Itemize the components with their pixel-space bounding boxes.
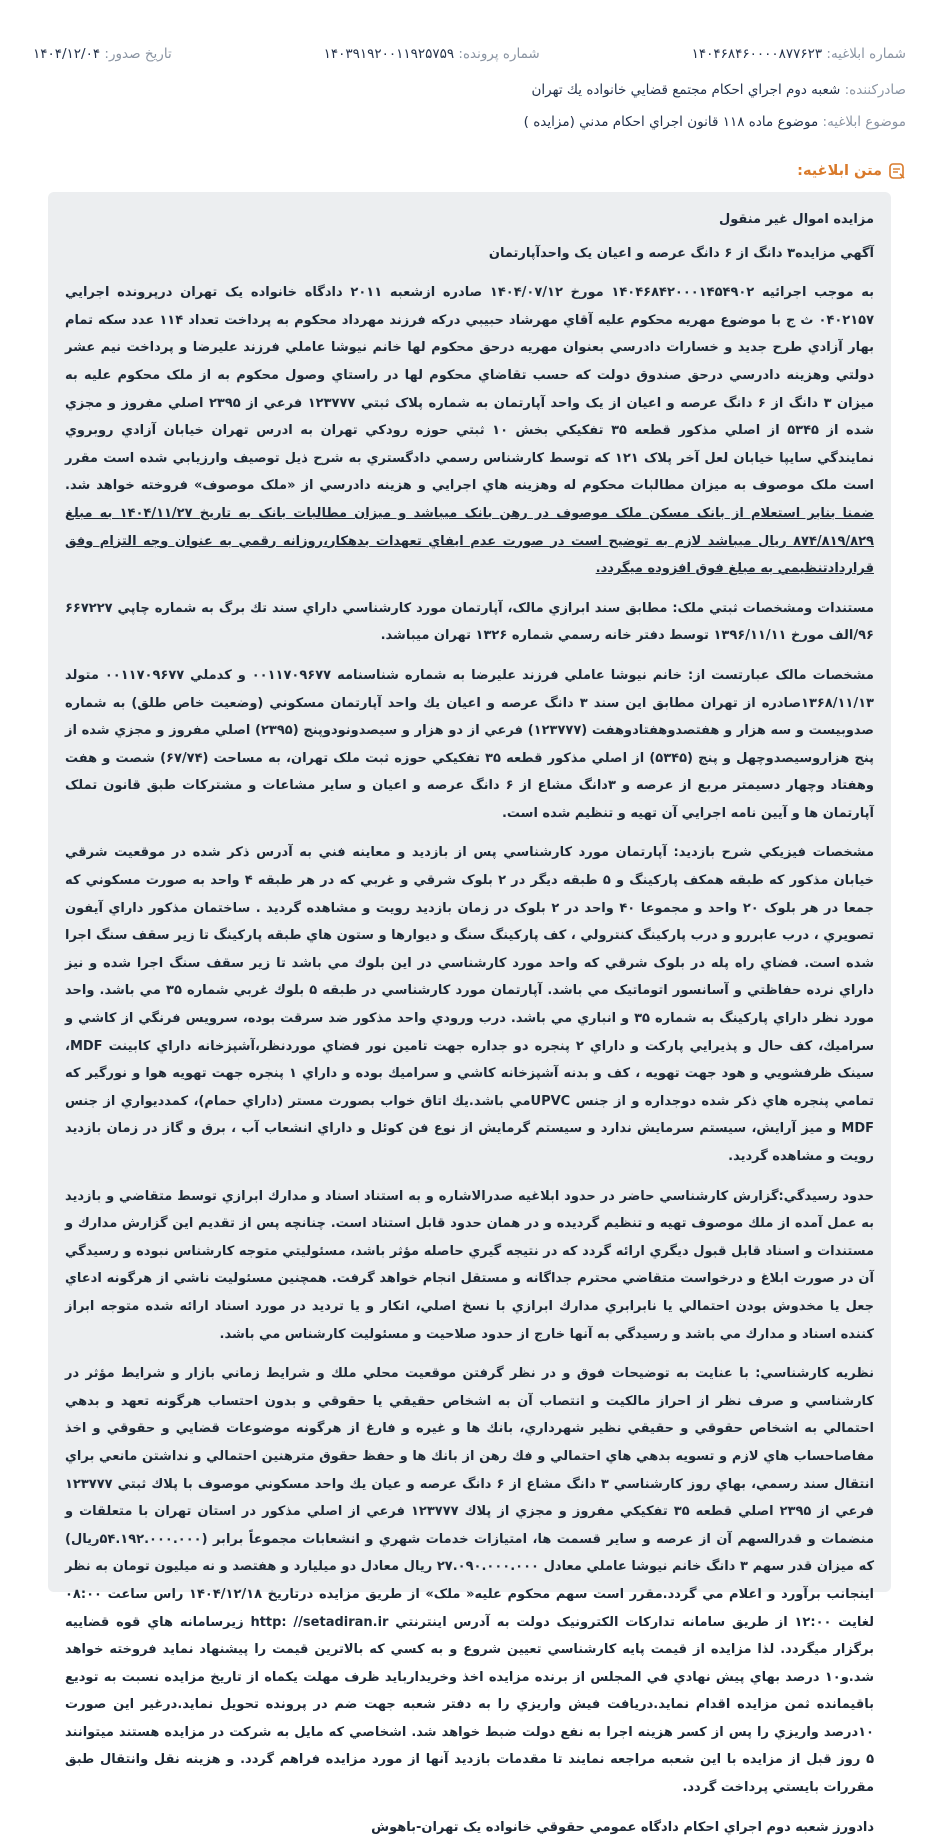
notice-number [692,46,906,62]
header-row-subject [33,114,906,130]
subject-label: موضوع ابلاغيه: [822,114,906,130]
notice-text-title: متن ابلاغيه: [797,163,882,179]
paragraph-1-text: به موجب اجرائيه ۱۴۰۴۶۸۴۲۰۰۰۱۴۵۴۹۰۲ مورخ ۱۴۰۴/۰۷/۱۲ صادره ازشعبه ۲۰۱۱ دادگاه خانواده يک تهران درپرونده اجرايي ۰۴۰۲۱۵۷ ث ج با موضوع مهريه محکوم عليه آقاي مهرشاد حبيبي درکه فرزند مهرداد محکوم به پرداخت تعداد ۱۱۴ عدد سکه تمام بهار آزادي طرح جديد و خسارات دادرسي بعنوان مهريه درحق محکوم لها خانم نيوشا عاملي فرزند عليرضا و پرداخت نيم عشر دولتي وهزينه دادرسي درحق صندوق دولت که حسب تقاضاي محکوم لها در راستاي وصول محکوم به از ملک محکوم عليه به ميزان ۳ دانگ از ۶ دانگ عرصه و اعيان از يک واحد آپارتمان به شماره پلاک ثبتي ۱۲۳۷۷۷ فرعي از ۲۳۹۵ اصلي مفروز و مجزي شده از ۵۳۴۵ از اصلي مذکور قطعه ۳۵ تفکيکي بخش ۱۰ ثبتي حوزه رودکي تهران به ادرس تهران خيابان آزادي روبروي نمايندگي سايپا خيابان لعل آخر پلاک ۱۲۱ که توسط کارشناس رسمي دادگستري به شرح ذيل توصيف وارزيابي شده است مقرر است ملک موصوف به ميزان مطالبات محکوم له وهزينه هاي اجرايي و هزينه دادرسي از «ملک موصوف» فروخته خواهد شد. [65,285,875,494]
body-paragraph-6: نظريه کارشناسي: با عنايت به توضيحات فوق و در نظر گرفتن موقعيت محلي ملك و شرايط زماني بازار و شرايط مؤثر در کارشناسي و صرف نظر از احراز مالکيت و انتصاب آن به اشخاص حقيقي يا حقوقي و بدون احتساب هرگونه تعهد و بدهي احتمالي به اشخاص حقوقي و حقيقي نظير شهرداري، بانك ها و غيره و فارغ از هرگونه موضوعات قضايي و حقوقي و اخذ مفاصاحساب هاي لازم و تسويه بدهي هاي احتمالي و فك رهن از بانك ها و حفظ حقوق مترهنين احتمالي و نداشتن مانعي براي انتقال سند رسمي، بهاي روز کارشناسي ۳ دانگ مشاع از ۶ دانگ عرصه و عيان يك واحد مسکوني موصوف با پلاك ثبتي ۱۲۳۷۷۷ فرعي از ۲۳۹۵ اصلي قطعه ۳۵ تفکيکي مفروز و مجزي از پلاك ۱۲۳۷۷۷ فرعي از اصلي مذکور در استان تهران با متعلقات و منضمات و قدرالسهم آن از عرصه و ساير قسمت ها، امتيازات خدمات شهري و انشعابات مجموعاً برابر (۵۴.۱۹۲.۰۰۰.۰۰۰ريال) که ميزان قدر سهم ۳ دانگ خانم نيوشا عاملي معادل ۲۷.۰۹۰.۰۰۰.۰۰۰ ريال معادل دو ميليارد و هفتصد و نه ميليون تومان به نظر اينجانب برآورد و اعلام مي گردد.مقرر است سهم محکوم عليه« ملک» از طريق مزايده درتاريخ ۱۴۰۴/۱۲/۱۸ راس ساعت ۰۸:۰۰ لغايت ۱۲:۰۰ از طريق سامانه تدارکات الکترونيک دولت به آدرس اينترنتي http: //setadiran.ir زيرسامانه هاي قوه قضاييه برگزار ميگردد. لذا مزايده از قيمت پايه کارشناسي تعيين شروع و به کسي که بالاترين قيمت را پيشنهاد نمايد فروخته خواهد شد.و۱۰ درصد بهاي پيش نهادي في المجلس از برنده مزايده اخذ وخريداربايد ظرف مهلت يکماه از تاريخ مزايده نسبت به توديع باقيمانده ثمن مزايده اقدام نمايد.دريافت فيش واريزي را به دفتر شعبه جهت ضم در پرونده تحويل نمايد.درغير اين صورت ۱۰درصد واريزي را پس از کسر هزينه اجرا به نفع دولت ضبط خواهد شد. اشخاصي که مايل به شرکت در مزايده هستند ميتوانند ۵ روز قبل از مزايده با اين شعبه مراجعه نمايند تا مقدمات بازديد آنها از مورد مزايده فراهم گردد. و هزينه نقل وانتقال طبق مقررات بايستي پرداخت گردد. [65,1366,875,1796]
body-title-2: آگهي مزايده۳ دانگ از ۶ دانگ عرصه و اعيان يک واحدآپارتمان [488,245,874,261]
notice-body [48,192,891,1835]
issue-date [33,46,172,62]
body-paragraph-1 [65,279,874,583]
body-paragraph-3: مشخصات مالک عبارتست از: خانم نيوشا عاملي فرزند عليرضا به شماره شناسنامه ۰۰۱۱۷۰۹۶۷۷ و کدملي ۰۰۱۱۷۰۹۶۷۷ متولد ۱۳۶۸/۱۱/۱۳صادره از تهران مطابق اين سند ۳ دانگ عرصه و اعيان يك واحد آپارتمان مسکوني (وضعيت خاص طلق) به شماره صدوبيست و سه هزار و هفتصدوهفتادوهفت (۱۲۳۷۷۷) فرعي از دو هزار و سيصدونودوپنج (۲۳۹۵) اصلي مفروز و مجزي شده از پنج هزاروسيصدوچهل و پنج (۵۳۴۵) از اصلي مذکور قطعه ۳۵ تفکيکي حوزه ثبت ملک تهران، به مساحت (۶۷/۷۴) شصت و هفت وهفتاد وچهار دسيمتر مربع از عرصه و ۳دانگ مشاع از ۶ دانگ عرصه و اعيان و ساير مشاعات و مشترکات طبق قانون تملک آپارتمان ها و آيين نامه اجرايي آن تهيه و تنظيم شده است. [65,667,875,821]
header-row-issuer [33,82,906,98]
body-paragraph-5: حدود رسيدگي:گزارش کارشناسي حاضر در حدود ابلاغيه صدرالاشاره و به استناد اسناد و مدارك ابرازي توسط متقاضي و بازديد به عمل آمده از ملك موصوف تهيه و تنظيم گرديده و در همان حدود قابل استناد است. چنانچه پس از تقديم اين گزارش مدارك و مستندات و اسناد قابل قبول ديگري ارائه گردد که در نتيجه گيري حاصله مؤثر باشد، مسئوليتي متوجه کارشناس نبوده و رسيدگي آن در صورت ابلاغ و درخواست متقاضي محترم جداگانه و مستقل انجام خواهد گرفت. همچنين مسئوليت ناشي از هرگونه ادعاي جعل يا مخدوش بودن احتمالي يا نابرابري مدارك ابرازي با نسخ اصلي، انکار و يا ترديد در مورد اسناد ارائه شده متوجه ابراز کننده اسناد و مدارك مي باشد و رسيدگي به آنها خارج از حدود صلاحيت و مسئوليت کارشناس مي باشد. [65,1188,874,1342]
issuer-value: شعبه دوم اجراي احکام مجتمع قضايي خانواده يك تهران [531,82,841,98]
note-icon [888,162,906,180]
notice-number-value: ۱۴۰۴۶۸۴۶۰۰۰۰۸۷۷۶۲۳ [691,46,823,62]
body-paragraph-7: دادورز شعبه دوم اجراي احکام دادگاه عمومي حقوقي خانواده يک تهران-باهوش [371,1819,874,1835]
paragraph-1-underlined: ضمنا بنابر استعلام از بانک مسکن ملک موصوف در رهن بانک ميباشد و ميزان مطالبات بانک به تاريخ ۱۴۰۴/۱۱/۲۷ به مبلغ ۸۷۴/۸۱۹/۸۲۹ ريال ميباشد لازم به توضيح است در صورت عدم ايفاي تعهدات بدهکار،روزانه رقمي به عنوان وجه التزام وفق قراردادتنظيمي به مبلغ فوق افزوده ميگردد. [65,505,874,577]
subject-value: موضوع ماده ۱۱۸ قانون اجراي احکام مدني (مزايده ) [523,114,819,130]
header-row-numbers [33,46,906,62]
case-number-value: ۱۴۰۳۹۱۹۲۰۰۱۱۹۲۵۷۵۹ [323,46,455,62]
issuer-label: صادرکننده: [844,82,906,98]
body-title-1: مزايده اموال غير منقول [718,212,874,227]
body-paragraph-2: مستندات ومشخصات ثبتي ملک: مطابق سند ابرازي مالک، آپارتمان مورد کارشناسي داراي سند تك برگ به شماره چاپي ۶۶۷۲۲۷ ۹۶/الف مورخ ۱۳۹۶/۱۱/۱۱ توسط دفتر خانه رسمي شماره ۱۳۲۶ تهران ميباشد. [65,600,874,644]
case-number-label: شماره پرونده: [458,46,540,62]
body-paragraph-4: مشخصات فيزيکي شرح بازديد: آپارتمان مورد کارشناسي پس از بازديد و معاينه فني به آدرس ذکر شده در موقعيت شرقي خيابان مذکور که طبقه همکف پارکينگ و ۵ طبقه ديگر در ۲ بلوک شرقي و غربي که در هر طبقه ۴ واحد به صورت مسکوني که جمعا در هر بلوک ۲۰ واحد و مجموعا ۴۰ واحد در ۲ بلوک در زمان بازديد رويت و مشاهده گرديد . ساختمان مذکور داراي آيفون تصويري ، درب عابررو و درب پارکينگ کنترولي ، کف پارکينگ سنگ و ديوارها و ستون هاي طبقه پارکينگ تا زير سقف سنگ اجرا شده است. فضاي راه پله در بلوک شرقي که واحد مورد کارشناسي در اين بلوك مي باشد تا زير سقف سنگ اجرا شده و نيز داراي نرده حفاظتي و آسانسور اتوماتيک مي باشد. آپارتمان مورد کارشناسي در طبقه ۵ بلوك غربي شماره ۳۵ مي باشد. واحد مورد نظر داراي پارکينگ به شماره ۳۵ و انباري مي باشد. درب ورودي واحد مذکور ضد سرقت بوده، سرويس فرنگي از کاشي و سراميك، کف حال و پذيرايي پارکت و داراي ۲ پنجره دو جداره جهت تامين نور فضاي موردنظر،آشپزخانه داراي کابينت MDF، سينک ظرفشويي و هود جهت تهويه ، کف و بدنه آشپزخانه کاشي و سراميك بوده و داراي ۱ پنجره جهت تهويه هوا و نورگير که تمامي پنجره هاي ذکر شده دوجداره و از جنس UPVCمي باشد.يك اتاق خواب بصورت مستر (داراي حمام)، کمدديواري از جنس MDF و ميز آرايش، سيستم سرمايش ندارد و سيستم گرمايش از نوع فن کوئل و داراي انشعاب آب ، برق و گاز در زمان بازديد رويت و مشاهده گرديد. [65,845,875,1164]
issue-date-label: تاريخ صدور: [104,46,172,62]
case-number [324,46,540,62]
notice-number-label: شماره ابلاغيه: [826,46,906,62]
notice-text-heading [797,162,906,180]
issue-date-value: ۱۴۰۴/۱۲/۰۴ [33,46,101,62]
